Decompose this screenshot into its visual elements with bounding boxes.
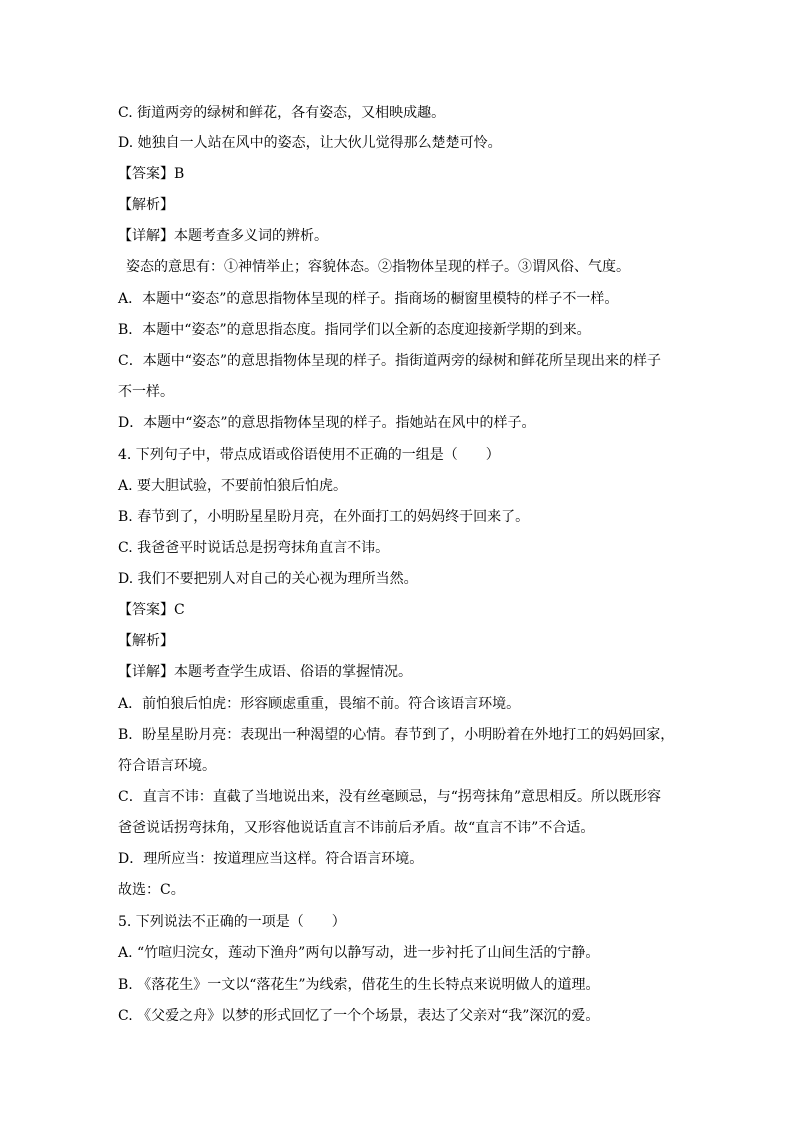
question-4-line: 4. 下列句子中，带点成语或俗语使用不正确的一组是（ ） (118, 447, 500, 463)
explanation-b-line: B．本题中“姿态”的意思指态度。指同学们以全新的态度迎接新学期的到来。 (118, 322, 591, 338)
option-d-line: D. 她独自一人站在风中的姿态，让大伙儿觉得那么楚楚可怜。 (118, 135, 502, 151)
answer-line: 【答案】B (118, 166, 185, 182)
q4-option-c: C. 我爸爸平时说话总是拐弯抹角直言不讳。 (118, 540, 390, 556)
detail-line: 【详解】本题考查多义词的辨析。 (118, 228, 328, 244)
choice-line: 故选：C。 (118, 882, 185, 898)
question-5-line: 5. 下列说法不正确的一项是（ ） (118, 914, 346, 930)
q4-explanation-b-continuation: 符合语言环境。 (118, 758, 216, 774)
detail-line: 【详解】本题考查学生成语、俗语的掌握情况。 (118, 664, 412, 680)
q4-explanation-b: B．盼星星盼月亮：表现出一种渴望的心情。春节到了，小明盼着在外地打工的妈妈回家， (118, 727, 675, 743)
explanation-c-continuation: 不一样。 (118, 384, 174, 400)
q4-explanation-a: A．前怕狼后怕虎：形容顾虑重重，畏缩不前。符合该语言环境。 (118, 696, 521, 712)
q5-option-c: C. 《父爱之舟》以梦的形式回忆了一个个场景，表达了父亲对“我”深沉的爱。 (118, 1008, 600, 1024)
q4-explanation-c: C．直言不讳：直截了当地说出来，没有丝毫顾忌，与“拐弯抹角”意思相反。所以既形容 (118, 789, 662, 805)
definition-line: 姿态的意思有：①神情举止；容貌体态。②指物体呈现的样子。③谓风俗、气度。 (126, 259, 630, 275)
q4-option-d: D. 我们不要把别人对自己的关心视为理所当然。 (118, 571, 418, 587)
answer-line: 【答案】C (118, 602, 185, 618)
analysis-heading: 【解析】 (118, 197, 174, 213)
q4-option-b: B. 春节到了，小明盼星星盼月亮，在外面打工的妈妈终于回来了。 (118, 509, 530, 525)
explanation-c-line: C．本题中“姿态”的意思指物体呈现的样子。指街道两旁的绿树和鲜花所呈现出来的样子 (118, 353, 662, 369)
q4-explanation-d: D．理所应当：按道理应当这样。符合语言环境。 (118, 851, 424, 867)
option-c-line: C. 街道两旁的绿树和鲜花，各有姿态，又相映成趣。 (118, 105, 446, 121)
q5-option-b: B. 《落花生》一文以“落花生”为线索，借花生的生长特点来说明做人的道理。 (118, 977, 600, 993)
q4-option-a: A. 要大胆试验，不要前怕狼后怕虎。 (118, 478, 348, 494)
explanation-d-line: D．本题中“姿态”的意思指物体呈现的样子。指她站在风中的样子。 (118, 415, 536, 431)
q4-explanation-c-continuation: 爸爸说话拐弯抹角，又形容他说话直言不讳前后矛盾。故“直言不讳”不合适。 (118, 820, 595, 836)
q5-option-a: A. “竹喧归浣女，莲动下渔舟”两句以静写动，进一步衬托了山间生活的宁静。 (118, 945, 600, 961)
analysis-heading: 【解析】 (118, 633, 174, 649)
explanation-a-line: A．本题中“姿态”的意思指物体呈现的样子。指商场的橱窗里模特的样子不一样。 (118, 291, 619, 307)
